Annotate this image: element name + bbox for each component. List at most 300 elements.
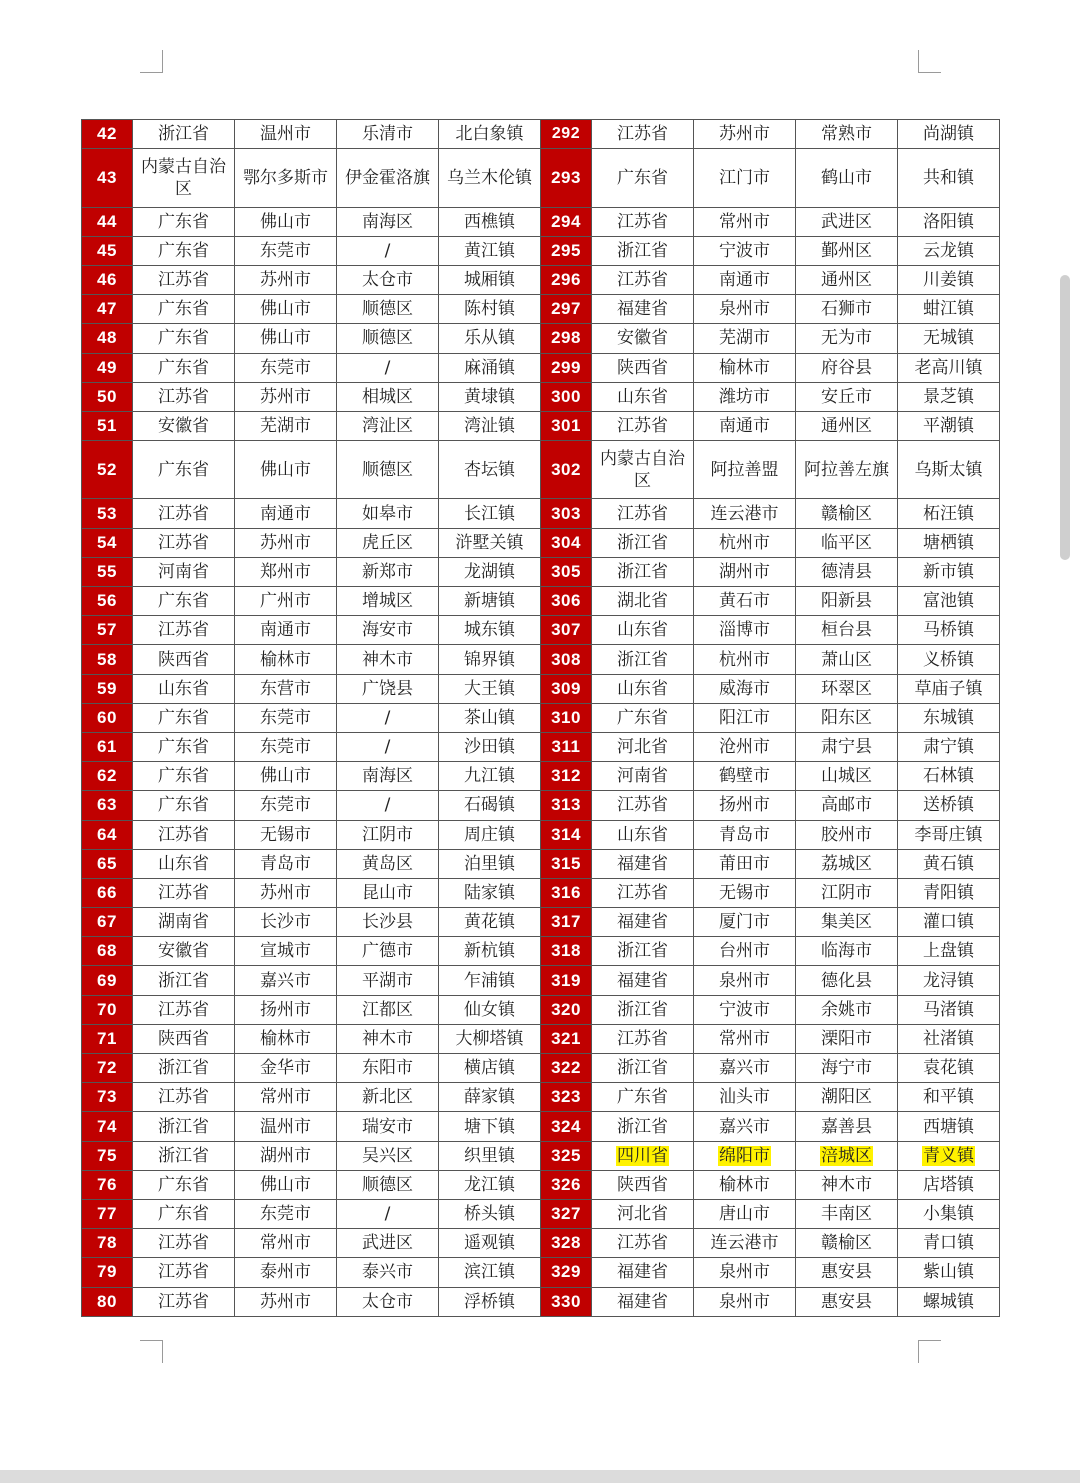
left-province-cell: 江苏省	[133, 1287, 235, 1316]
right-town-cell: 景芝镇	[898, 382, 1000, 411]
table-row	[82, 587, 1000, 616]
right-province-cell: 江苏省	[592, 120, 694, 149]
left-row-number: 43	[82, 149, 133, 207]
right-row-number: 319	[541, 966, 592, 995]
left-city-cell: 东莞市	[235, 236, 337, 265]
left-district-cell: 神木市	[337, 645, 439, 674]
right-town-cell: 洛阳镇	[898, 207, 1000, 236]
left-row-number: 58	[82, 645, 133, 674]
left-city-cell: 青岛市	[235, 849, 337, 878]
left-town-cell: 黄花镇	[439, 908, 541, 937]
left-district-cell: 黄岛区	[337, 849, 439, 878]
left-province-cell: 广东省	[133, 295, 235, 324]
right-province-cell: 浙江省	[592, 557, 694, 586]
right-district-cell: 德清县	[796, 557, 898, 586]
left-city-cell: 佛山市	[235, 762, 337, 791]
right-row-number: 300	[541, 382, 592, 411]
left-city-cell: 佛山市	[235, 207, 337, 236]
bottom-bar	[0, 1470, 1080, 1483]
left-province-cell: 江苏省	[133, 499, 235, 528]
left-province-cell: 陕西省	[133, 1024, 235, 1053]
left-town-cell: 城厢镇	[439, 265, 541, 294]
left-city-cell: 东莞市	[235, 732, 337, 761]
left-town-cell: 黄江镇	[439, 236, 541, 265]
right-row-number: 329	[541, 1258, 592, 1287]
right-row-number: 317	[541, 908, 592, 937]
right-town-cell: 灌口镇	[898, 908, 1000, 937]
table-row	[82, 353, 1000, 382]
right-district-cell: 荔城区	[796, 849, 898, 878]
right-district-cell: 临平区	[796, 528, 898, 557]
right-city-cell: 连云港市	[694, 499, 796, 528]
left-row-number: 70	[82, 995, 133, 1024]
right-city-cell: 阳江市	[694, 703, 796, 732]
table-row	[82, 616, 1000, 645]
right-town-cell: 袁花镇	[898, 1054, 1000, 1083]
right-province-cell	[592, 1141, 694, 1170]
right-row-number: 323	[541, 1083, 592, 1112]
right-city-cell: 台州市	[694, 937, 796, 966]
table-row	[82, 1054, 1000, 1083]
right-town-cell: 肃宁镇	[898, 732, 1000, 761]
left-town-cell: 湾沚镇	[439, 411, 541, 440]
table-row	[82, 937, 1000, 966]
table-row	[82, 499, 1000, 528]
right-district-cell: 阳东区	[796, 703, 898, 732]
right-city-cell: 泉州市	[694, 966, 796, 995]
right-province-cell: 福建省	[592, 1258, 694, 1287]
right-town-cell: 乌斯太镇	[898, 441, 1000, 499]
left-city-cell: 东莞市	[235, 791, 337, 820]
right-province-cell: 浙江省	[592, 645, 694, 674]
right-province-cell: 陕西省	[592, 353, 694, 382]
left-province-cell: 浙江省	[133, 1141, 235, 1170]
right-district-cell: 鄞州区	[796, 236, 898, 265]
left-city-cell: 苏州市	[235, 528, 337, 557]
right-province-cell: 浙江省	[592, 995, 694, 1024]
table-row	[82, 762, 1000, 791]
right-row-number: 312	[541, 762, 592, 791]
left-province-cell: 安徽省	[133, 937, 235, 966]
left-town-cell: 浒墅关镇	[439, 528, 541, 557]
left-row-number: 75	[82, 1141, 133, 1170]
left-province-cell: 江苏省	[133, 1083, 235, 1112]
right-town-cell: 青阳镇	[898, 878, 1000, 907]
right-row-number: 298	[541, 324, 592, 353]
right-province-cell: 福建省	[592, 849, 694, 878]
left-province-cell: 广东省	[133, 207, 235, 236]
right-row-number: 320	[541, 995, 592, 1024]
left-row-number: 65	[82, 849, 133, 878]
right-row-number: 299	[541, 353, 592, 382]
left-row-number: 66	[82, 878, 133, 907]
left-row-number: 48	[82, 324, 133, 353]
right-row-number: 296	[541, 265, 592, 294]
right-city-cell: 常州市	[694, 207, 796, 236]
right-town-cell: 共和镇	[898, 149, 1000, 207]
right-town-cell: 东城镇	[898, 703, 1000, 732]
right-district-cell: 潮阳区	[796, 1083, 898, 1112]
right-town-cell: 螺城镇	[898, 1287, 1000, 1316]
table-row	[82, 265, 1000, 294]
right-town-cell: 西塘镇	[898, 1112, 1000, 1141]
left-province-cell: 广东省	[133, 791, 235, 820]
left-town-cell: 乐从镇	[439, 324, 541, 353]
right-district-cell: 惠安县	[796, 1287, 898, 1316]
table-row	[82, 1199, 1000, 1228]
right-district-cell: 环翠区	[796, 674, 898, 703]
left-city-cell: 常州市	[235, 1229, 337, 1258]
right-city-cell: 嘉兴市	[694, 1054, 796, 1083]
left-city-cell: 金华市	[235, 1054, 337, 1083]
table-row	[82, 703, 1000, 732]
left-district-cell: /	[337, 236, 439, 265]
right-row-number: 303	[541, 499, 592, 528]
right-row-number: 308	[541, 645, 592, 674]
table-row	[82, 207, 1000, 236]
right-row-number: 309	[541, 674, 592, 703]
table-row	[82, 295, 1000, 324]
left-district-cell: 太仓市	[337, 265, 439, 294]
right-city-cell: 潍坊市	[694, 382, 796, 411]
right-row-number: 326	[541, 1170, 592, 1199]
right-province-cell: 福建省	[592, 1287, 694, 1316]
left-row-number: 69	[82, 966, 133, 995]
right-row-number: 330	[541, 1287, 592, 1316]
right-row-number: 314	[541, 820, 592, 849]
right-row-number: 294	[541, 207, 592, 236]
table-row	[82, 236, 1000, 265]
right-row-number: 306	[541, 587, 592, 616]
left-district-cell: 平湖市	[337, 966, 439, 995]
left-row-number: 53	[82, 499, 133, 528]
left-city-cell: 嘉兴市	[235, 966, 337, 995]
left-province-cell: 江苏省	[133, 820, 235, 849]
right-district-cell: 丰南区	[796, 1199, 898, 1228]
left-row-number: 73	[82, 1083, 133, 1112]
left-province-cell: 广东省	[133, 1199, 235, 1228]
right-province-cell: 江苏省	[592, 207, 694, 236]
left-town-cell: 新杭镇	[439, 937, 541, 966]
left-row-number: 46	[82, 265, 133, 294]
left-town-cell: 城东镇	[439, 616, 541, 645]
left-town-cell: 大柳塔镇	[439, 1024, 541, 1053]
left-town-cell: 乌兰木伦镇	[439, 149, 541, 207]
table-row	[82, 149, 1000, 207]
left-district-cell: 湾沚区	[337, 411, 439, 440]
table-row	[82, 645, 1000, 674]
left-row-number: 64	[82, 820, 133, 849]
left-row-number: 61	[82, 732, 133, 761]
left-province-cell: 浙江省	[133, 966, 235, 995]
left-town-cell: 石碣镇	[439, 791, 541, 820]
right-town-cell: 草庙子镇	[898, 674, 1000, 703]
left-row-number: 68	[82, 937, 133, 966]
right-district-cell: 鹤山市	[796, 149, 898, 207]
table-row	[82, 120, 1000, 149]
left-city-cell: 佛山市	[235, 324, 337, 353]
left-row-number: 77	[82, 1199, 133, 1228]
left-district-cell: 相城区	[337, 382, 439, 411]
right-district-cell: 溧阳市	[796, 1024, 898, 1053]
left-district-cell: 南海区	[337, 762, 439, 791]
left-province-cell: 内蒙古自治区	[133, 149, 235, 207]
right-row-number: 292	[541, 120, 592, 149]
right-city-cell: 常州市	[694, 1024, 796, 1053]
left-row-number: 74	[82, 1112, 133, 1141]
left-town-cell: 陆家镇	[439, 878, 541, 907]
left-province-cell: 河南省	[133, 557, 235, 586]
left-province-cell: 江苏省	[133, 1229, 235, 1258]
right-district-cell: 安丘市	[796, 382, 898, 411]
right-province-cell: 河南省	[592, 762, 694, 791]
left-town-cell: 滨江镇	[439, 1258, 541, 1287]
left-row-number: 57	[82, 616, 133, 645]
left-province-cell: 山东省	[133, 674, 235, 703]
right-row-number: 311	[541, 732, 592, 761]
table-row	[82, 966, 1000, 995]
left-city-cell: 东莞市	[235, 353, 337, 382]
left-row-number: 72	[82, 1054, 133, 1083]
table-row	[82, 878, 1000, 907]
table-row	[82, 1141, 1000, 1170]
left-row-number: 62	[82, 762, 133, 791]
right-province-cell: 陕西省	[592, 1170, 694, 1199]
right-district-cell: 萧山区	[796, 645, 898, 674]
right-province-cell: 广东省	[592, 703, 694, 732]
left-row-number: 49	[82, 353, 133, 382]
left-city-cell: 常州市	[235, 1083, 337, 1112]
left-row-number: 51	[82, 411, 133, 440]
right-province-cell: 浙江省	[592, 1054, 694, 1083]
left-province-cell: 陕西省	[133, 645, 235, 674]
right-district-cell	[796, 1141, 898, 1170]
right-row-number: 302	[541, 441, 592, 499]
left-town-cell: 锦界镇	[439, 645, 541, 674]
left-row-number: 42	[82, 120, 133, 149]
left-city-cell: 榆林市	[235, 645, 337, 674]
left-province-cell: 广东省	[133, 353, 235, 382]
right-district-cell: 高邮市	[796, 791, 898, 820]
table-row	[82, 1258, 1000, 1287]
right-province-cell: 浙江省	[592, 1112, 694, 1141]
right-row-number: 324	[541, 1112, 592, 1141]
left-town-cell: 黄埭镇	[439, 382, 541, 411]
left-city-cell: 鄂尔多斯市	[235, 149, 337, 207]
right-district-cell: 赣榆区	[796, 499, 898, 528]
right-city-cell: 泉州市	[694, 1258, 796, 1287]
left-town-cell: 周庄镇	[439, 820, 541, 849]
right-row-number: 325	[541, 1141, 592, 1170]
left-district-cell: 增城区	[337, 587, 439, 616]
left-town-cell: 北白象镇	[439, 120, 541, 149]
right-district-cell: 石狮市	[796, 295, 898, 324]
left-town-cell: 陈村镇	[439, 295, 541, 324]
right-town-cell: 平潮镇	[898, 411, 1000, 440]
right-town-cell: 小集镇	[898, 1199, 1000, 1228]
left-city-cell: 泰州市	[235, 1258, 337, 1287]
left-town-cell: 西樵镇	[439, 207, 541, 236]
left-district-cell: /	[337, 353, 439, 382]
left-district-cell: 泰兴市	[337, 1258, 439, 1287]
right-district-cell: 常熟市	[796, 120, 898, 149]
right-town-cell: 上盘镇	[898, 937, 1000, 966]
right-town-cell: 川姜镇	[898, 265, 1000, 294]
crop-mark-top-right	[918, 50, 941, 73]
left-province-cell: 江苏省	[133, 1258, 235, 1287]
left-province-cell: 浙江省	[133, 1112, 235, 1141]
right-province-cell: 江苏省	[592, 265, 694, 294]
right-district-cell: 肃宁县	[796, 732, 898, 761]
right-row-number: 295	[541, 236, 592, 265]
left-city-cell: 苏州市	[235, 382, 337, 411]
right-city-cell: 苏州市	[694, 120, 796, 149]
right-row-number: 327	[541, 1199, 592, 1228]
left-city-cell: 苏州市	[235, 1287, 337, 1316]
left-district-cell: 吴兴区	[337, 1141, 439, 1170]
left-district-cell: 长沙县	[337, 908, 439, 937]
left-province-cell: 江苏省	[133, 616, 235, 645]
left-district-cell: 武进区	[337, 1229, 439, 1258]
right-city-cell: 汕头市	[694, 1083, 796, 1112]
right-row-number: 297	[541, 295, 592, 324]
left-row-number: 45	[82, 236, 133, 265]
left-town-cell: 仙女镇	[439, 995, 541, 1024]
right-town-cell: 龙浔镇	[898, 966, 1000, 995]
left-province-cell: 广东省	[133, 236, 235, 265]
table-row	[82, 1024, 1000, 1053]
table-row	[82, 382, 1000, 411]
right-province-cell: 河北省	[592, 1199, 694, 1228]
left-row-number: 47	[82, 295, 133, 324]
left-district-cell: 瑞安市	[337, 1112, 439, 1141]
right-row-number: 316	[541, 878, 592, 907]
right-town-cell: 蚶江镇	[898, 295, 1000, 324]
right-city-cell: 南通市	[694, 265, 796, 294]
left-city-cell: 东莞市	[235, 703, 337, 732]
right-town-cell: 柘汪镇	[898, 499, 1000, 528]
right-city-cell: 南通市	[694, 411, 796, 440]
left-row-number: 78	[82, 1229, 133, 1258]
right-district-cell: 余姚市	[796, 995, 898, 1024]
right-town-cell: 马渚镇	[898, 995, 1000, 1024]
right-town-cell: 青口镇	[898, 1229, 1000, 1258]
right-province-cell: 福建省	[592, 295, 694, 324]
left-town-cell: 塘下镇	[439, 1112, 541, 1141]
left-city-cell: 温州市	[235, 120, 337, 149]
left-province-cell: 山东省	[133, 849, 235, 878]
right-city-cell: 泉州市	[694, 1287, 796, 1316]
left-town-cell: 织里镇	[439, 1141, 541, 1170]
left-row-number: 44	[82, 207, 133, 236]
right-province-cell: 广东省	[592, 149, 694, 207]
scrollbar-thumb[interactable]	[1060, 275, 1070, 560]
left-town-cell: 横店镇	[439, 1054, 541, 1083]
crop-mark-top-left	[140, 50, 163, 73]
left-city-cell: 南通市	[235, 499, 337, 528]
left-row-number: 80	[82, 1287, 133, 1316]
right-city-cell: 淄博市	[694, 616, 796, 645]
right-city-cell: 无锡市	[694, 878, 796, 907]
left-province-cell: 广东省	[133, 324, 235, 353]
right-row-number: 313	[541, 791, 592, 820]
left-district-cell: 顺德区	[337, 1170, 439, 1199]
left-city-cell: 佛山市	[235, 1170, 337, 1199]
right-district-cell: 通州区	[796, 411, 898, 440]
right-town-cell: 义桥镇	[898, 645, 1000, 674]
right-district-cell: 桓台县	[796, 616, 898, 645]
left-city-cell: 温州市	[235, 1112, 337, 1141]
right-district-cell: 江阴市	[796, 878, 898, 907]
left-city-cell: 佛山市	[235, 295, 337, 324]
right-city-cell: 芜湖市	[694, 324, 796, 353]
right-row-number: 315	[541, 849, 592, 878]
right-town-cell: 紫山镇	[898, 1258, 1000, 1287]
right-city-cell: 莆田市	[694, 849, 796, 878]
right-district-cell: 嘉善县	[796, 1112, 898, 1141]
left-town-cell: 沙田镇	[439, 732, 541, 761]
right-town-cell: 送桥镇	[898, 791, 1000, 820]
table-row	[82, 324, 1000, 353]
right-district-cell: 通州区	[796, 265, 898, 294]
right-row-number: 310	[541, 703, 592, 732]
right-province-cell: 安徽省	[592, 324, 694, 353]
table-row	[82, 411, 1000, 440]
right-city-cell: 青岛市	[694, 820, 796, 849]
right-district-cell: 集美区	[796, 908, 898, 937]
right-city-cell: 鹤壁市	[694, 762, 796, 791]
right-province-cell: 内蒙古自治区	[592, 441, 694, 499]
left-row-number: 76	[82, 1170, 133, 1199]
right-town-cell	[898, 1141, 1000, 1170]
right-city-cell: 连云港市	[694, 1229, 796, 1258]
left-city-cell: 湖州市	[235, 1141, 337, 1170]
crop-mark-bottom-left	[140, 1340, 163, 1363]
right-province-cell: 江苏省	[592, 411, 694, 440]
highlighted-text: 四川省	[617, 1145, 668, 1166]
highlighted-text: 涪城区	[821, 1145, 872, 1166]
left-district-cell: /	[337, 1199, 439, 1228]
left-city-cell: 广州市	[235, 587, 337, 616]
right-province-cell: 山东省	[592, 674, 694, 703]
left-district-cell: 顺德区	[337, 441, 439, 499]
left-row-number: 56	[82, 587, 133, 616]
right-city-cell: 黄石市	[694, 587, 796, 616]
left-row-number: 79	[82, 1258, 133, 1287]
right-province-cell: 江苏省	[592, 791, 694, 820]
right-district-cell: 阳新县	[796, 587, 898, 616]
left-town-cell: 龙江镇	[439, 1170, 541, 1199]
table-row	[82, 820, 1000, 849]
right-province-cell: 山东省	[592, 616, 694, 645]
table-row	[82, 1083, 1000, 1112]
left-district-cell: 如皋市	[337, 499, 439, 528]
right-row-number: 321	[541, 1024, 592, 1053]
left-district-cell: 广饶县	[337, 674, 439, 703]
left-row-number: 54	[82, 528, 133, 557]
left-town-cell: 茶山镇	[439, 703, 541, 732]
left-province-cell: 广东省	[133, 441, 235, 499]
right-district-cell: 神木市	[796, 1170, 898, 1199]
table-row	[82, 791, 1000, 820]
crop-mark-bottom-right	[918, 1340, 941, 1363]
left-city-cell: 佛山市	[235, 441, 337, 499]
right-city-cell: 唐山市	[694, 1199, 796, 1228]
right-town-cell: 石林镇	[898, 762, 1000, 791]
right-city-cell: 扬州市	[694, 791, 796, 820]
left-district-cell: 江阴市	[337, 820, 439, 849]
right-row-number: 318	[541, 937, 592, 966]
